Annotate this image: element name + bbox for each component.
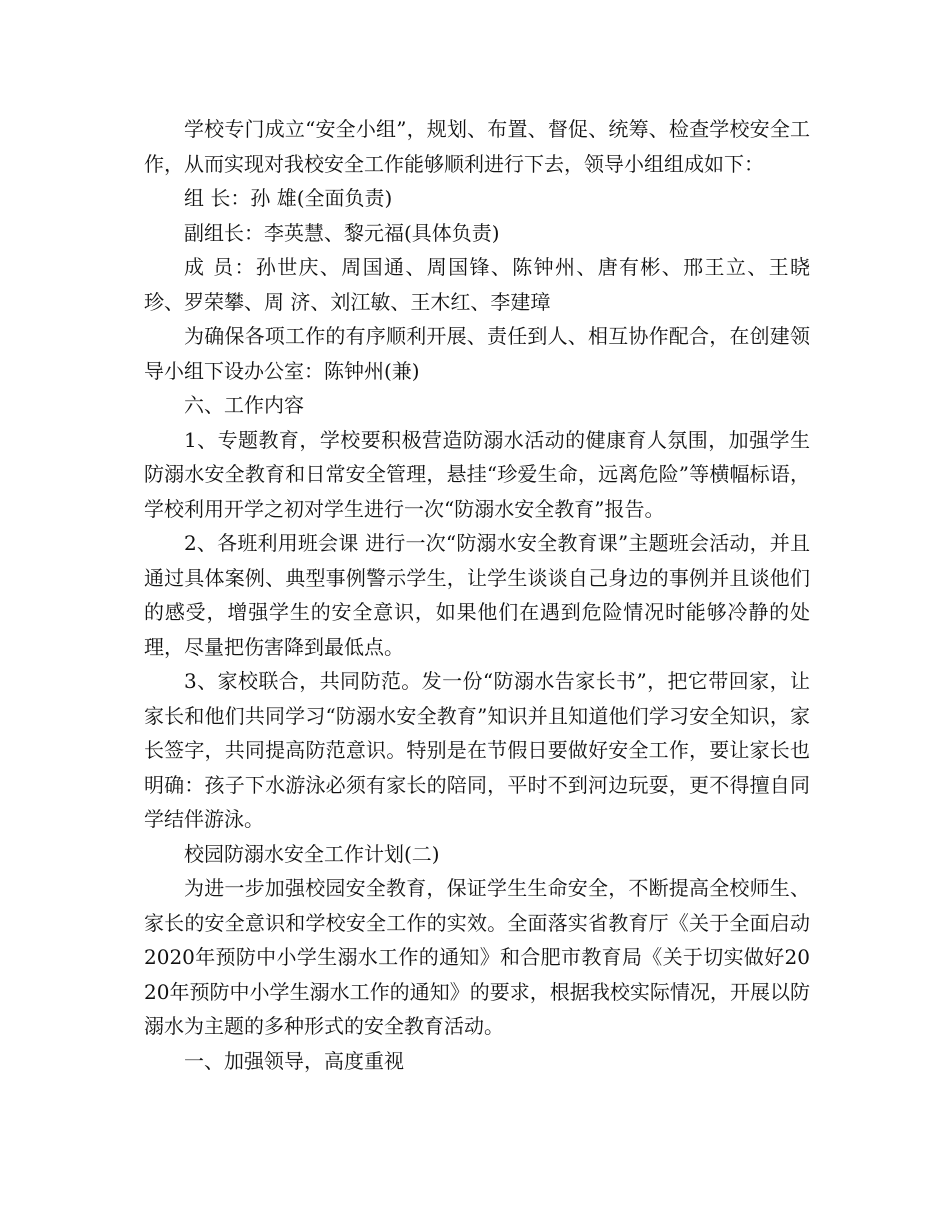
section-heading-leadership: 一、加强领导，高度重视 (184, 1048, 404, 1073)
paragraph-plan-intro: 为进一步加强校园安全教育，保证学生生命安全，不断提高全校师生、家长的安全意识和学校安全工作的实效。全面落实省教育厅《关于全面启动2020年预防中小学生溺水工作的通知》和合肥市教育局《关于切实做好2020年预防中小学生溺水工作的通知》的要求，根据我校实际情况，开展以防溺水为主题的多种形式的安全教育活动。 (144, 876, 810, 1038)
paragraph-group-leader: 组 长：孙 雄(全面负责) (184, 186, 393, 210)
paragraph-item-3: 3、家校联合，共同防范。发一份“防溺水告家长书”，把它带回家，让家长和他们共同学习“防溺水安全教育”知识并且知道他们学习安全知识，家长签字，共同提高防范意识。特别是在节假日要做好安全工作，要让家长也明确：孩子下水游泳必须有家长的陪同，平时不到河边玩耍，更不得擅自同学结伴游泳。 (144, 669, 810, 831)
paragraph-members: 成 员：孙世庆、周国通、周国锋、陈钟州、唐有彬、邢王立、王晓珍、罗荣攀、周 济、刘江敏、王木红、李建璋 (144, 255, 810, 314)
paragraph-safety-group: 学校专门成立“安全小组”，规划、布置、督促、统筹、检查学校安全工作，从而实现对我校安全工作能够顺利进行下去，领导小组组成如下： (144, 117, 810, 176)
paragraph-office: 为确保各项工作的有序顺利开展、责任到人、相互协作配合，在创建领导小组下设办公室：陈钟州(兼) (144, 324, 810, 383)
paragraph-deputy-leader: 副组长：李英慧、黎元福(具体负责) (184, 220, 500, 245)
section-heading-work-content: 六、工作内容 (184, 393, 304, 417)
document-page (144, 112, 810, 1078)
paragraph-item-2: 2、各班利用班会课 进行一次“防溺水安全教育课”主题班会活动，并且通过具体案例、典型事例警示学生，让学生谈谈自己身边的事例并且谈他们的感受，增强学生的安全意识，如果他们在遇到危险情况时能够冷静的处理，尽量把伤害降到最低点。 (144, 531, 810, 659)
section-title-plan-two: 校园防溺水安全工作计划(二) (184, 841, 440, 866)
paragraph-item-1: 1、专题教育，学校要积极营造防溺水活动的健康育人氛围，加强学生防溺水安全教育和日常安全管理，悬挂“珍爱生命，远离危险”等横幅标语，学校利用开学之初对学生进行一次“防溺水安全教育”报告。 (144, 427, 810, 521)
